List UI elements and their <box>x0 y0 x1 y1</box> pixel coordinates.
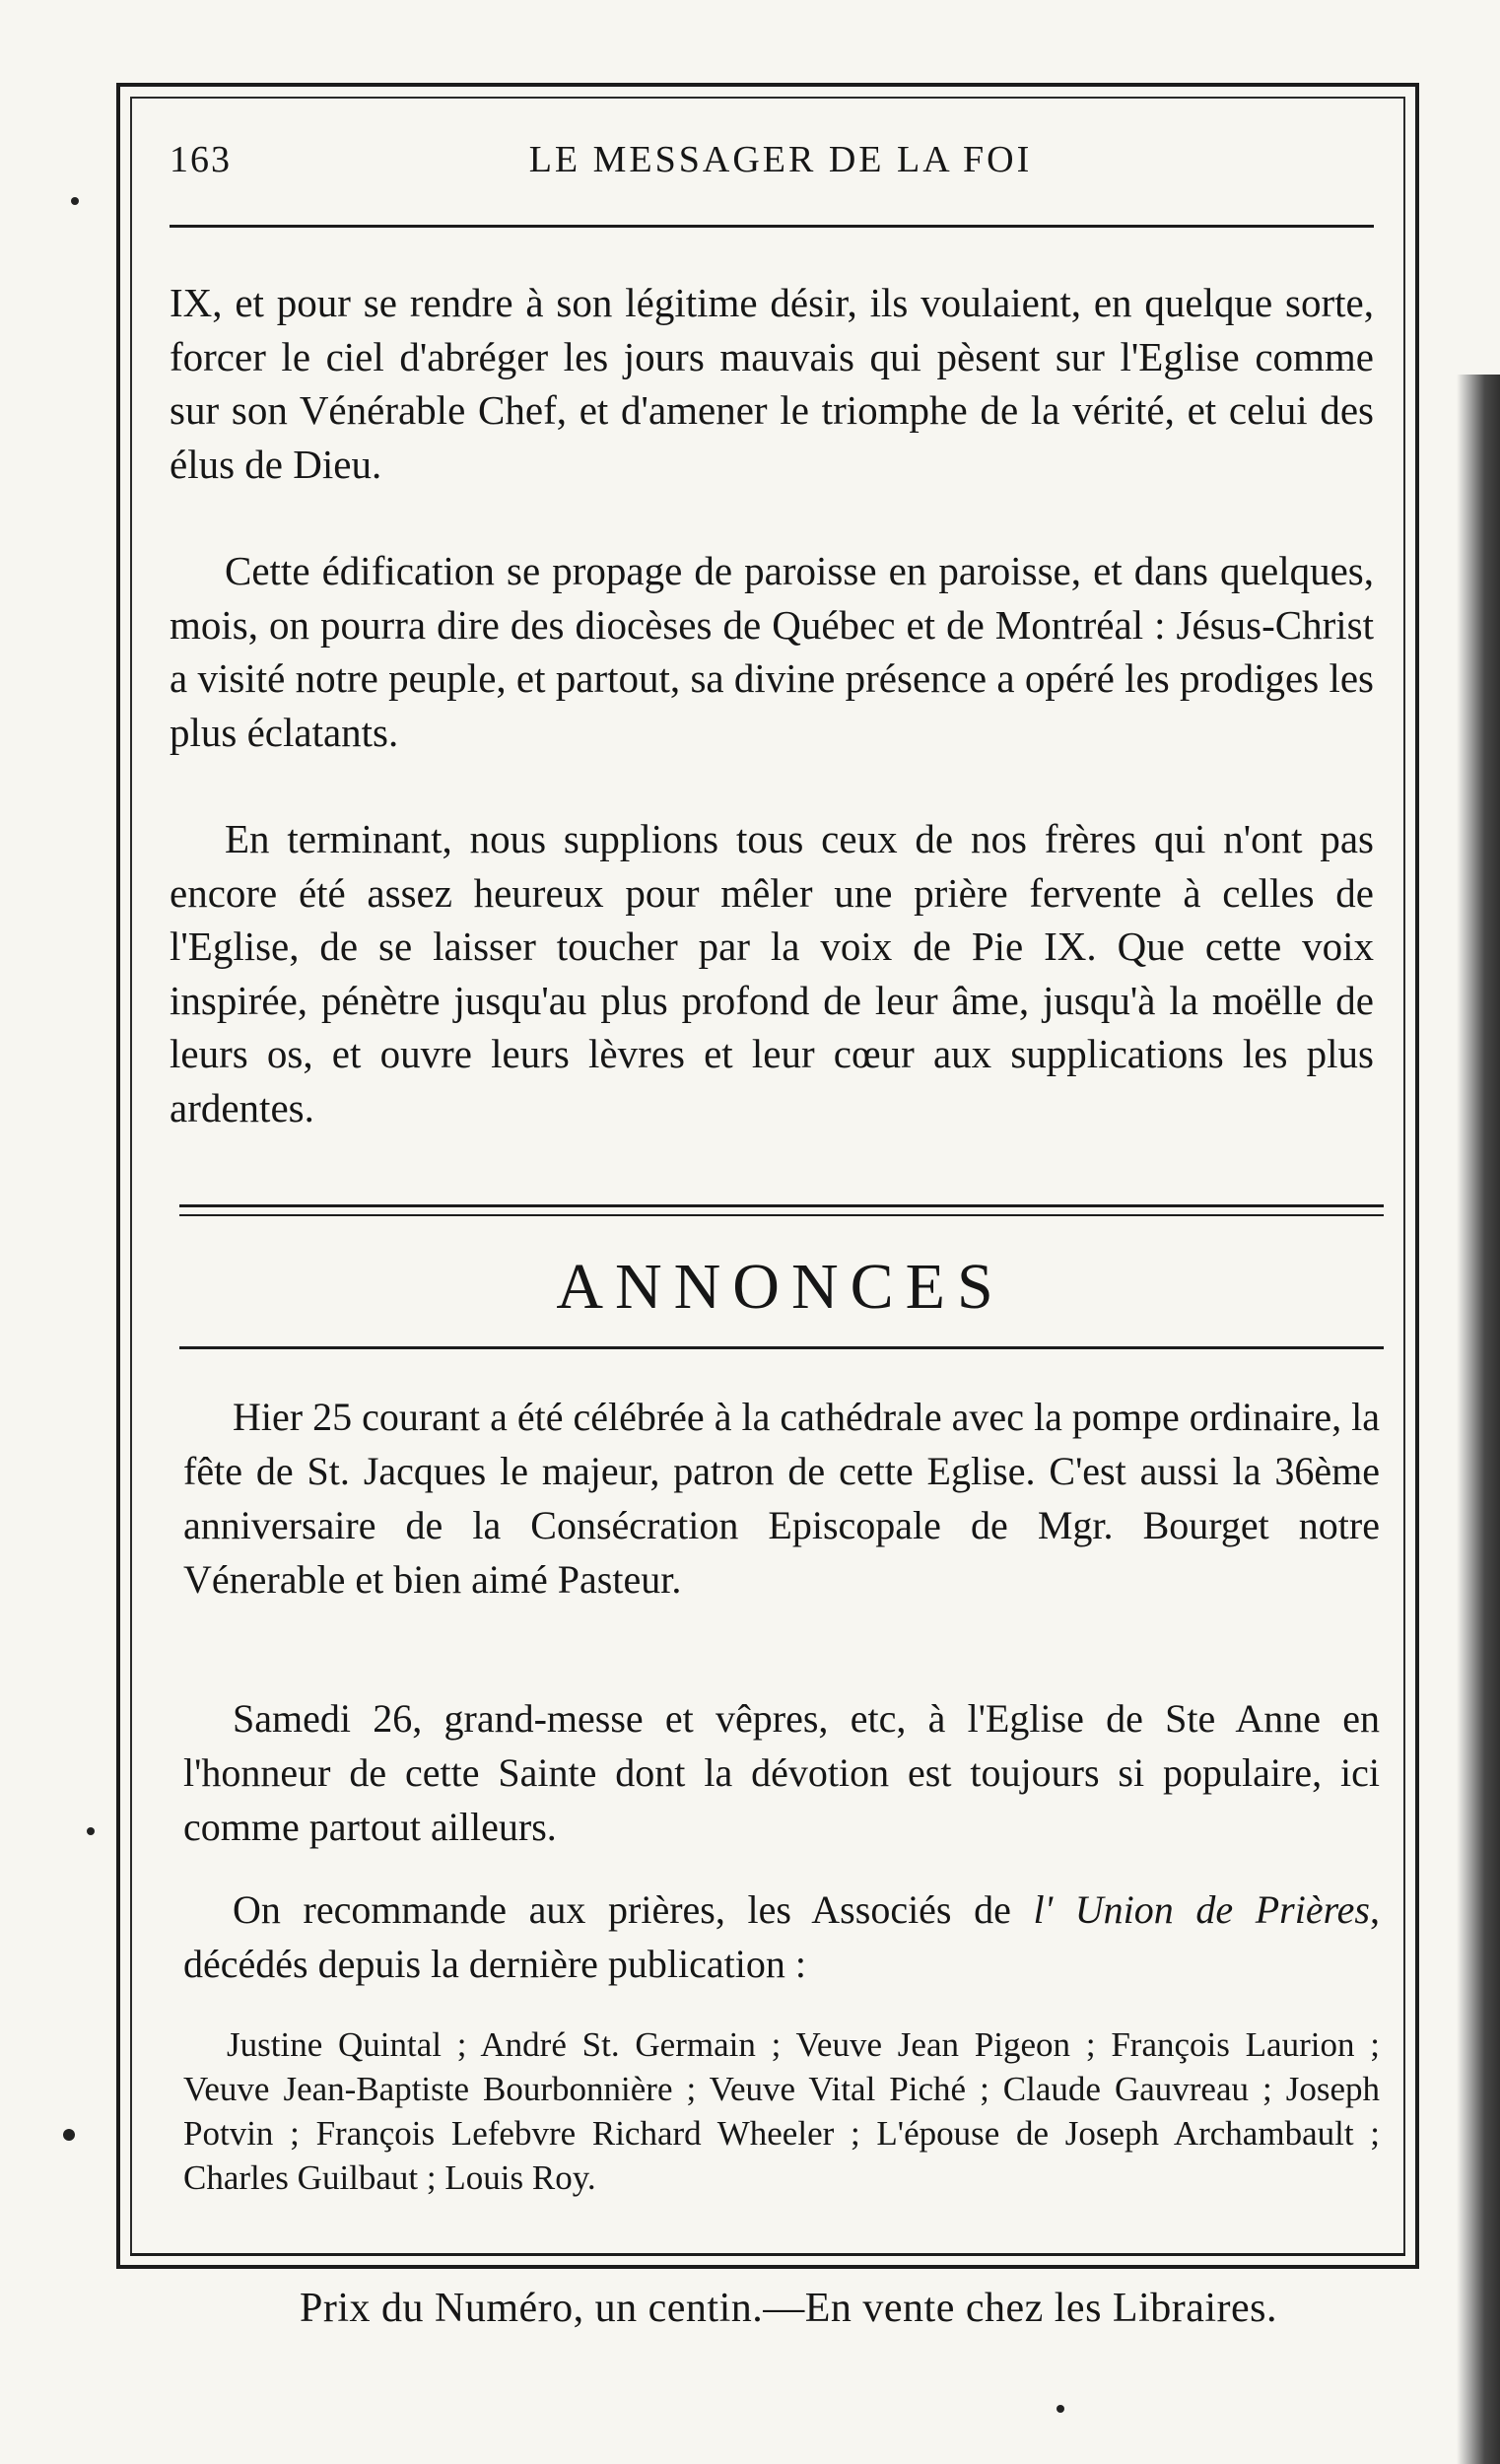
union-de-prieres: l' Union de Prières <box>1033 1887 1370 1932</box>
margin-speck <box>71 197 79 205</box>
running-header <box>170 138 1392 197</box>
prayer-intro-prefix: On recommande aux prières, les Associés de <box>233 1887 1034 1932</box>
prayer-intro-suffix: , décédés depuis la dernière publication : <box>183 1887 1380 1986</box>
margin-speck <box>1057 2405 1064 2413</box>
footer-price-line: Prix du Numéro, un centin.—En vente chez les Libraires. <box>299 2286 1278 2331</box>
scan-edge-shadow <box>1457 375 1500 2464</box>
annonce-item-2: Samedi 26, grand-messe et vêpres, etc, à l'Eglise de Ste Anne en l'honneur de cette Sainte dont la dévotion est toujours si populaire, ici comme partout ailleurs. <box>183 1696 1380 1849</box>
footer-rule <box>130 2253 1405 2256</box>
margin-speck <box>63 2129 75 2141</box>
annonce-item-1: Hier 25 courant a été célébrée à la cathédrale avec la pompe ordinaire, la fête de St. Jacques le majeur, patron de cette Eglise. C'est aussi la 36ème anniversaire de la Consécration Episcopale de Mgr. Bourget notre Vénerable et bien aimé Pasteur. <box>183 1395 1380 1602</box>
annonces-title-rule <box>179 1346 1384 1349</box>
section-rule-top <box>179 1204 1384 1207</box>
prayer-intro <box>183 1882 1380 1991</box>
header-rule <box>170 225 1374 228</box>
annonces-title: ANNONCES <box>556 1251 1005 1323</box>
deceased-names-list: Justine Quintal ; André St. Germain ; Veuve Jean Pigeon ; François Laurion ; Veuve Jean-Baptiste Bourbonnière ; Veuve Vital Piché ; Claude Gauvreau ; Joseph Potvin ; François Lefebvre Richard Wheeler ; L'épouse de Joseph Archambault ; Charles Guilbaut ; Louis Roy. <box>183 2025 1380 2197</box>
page-number: 163 <box>170 139 232 180</box>
article-paragraph-2: Cette édification se propage de paroisse en paroisse, et dans quelques, mois, on pourra dire des diocèses de Québec et de Montréal : Jésus-Christ a visité notre peuple, et partout, sa divine présence a opéré les prodiges les plus éclatants. <box>170 548 1374 755</box>
margin-speck <box>87 1827 95 1835</box>
article-paragraph-1: IX, et pour se rendre à son légitime désir, ils voulaient, en quelque sorte, forcer le ciel d'abréger les jours mauvais qui pèsent sur l'Eglise comme sur son Vénérable Chef, et d'amener le triomphe de la vérité, et celui des élus de Dieu. <box>170 280 1374 487</box>
section-rule-top-thin <box>179 1214 1384 1216</box>
running-title: LE MESSAGER DE LA FOI <box>528 139 1033 180</box>
article-paragraph-3: En terminant, nous supplions tous ceux de nos frères qui n'ont pas encore été assez heureux pour mêler une prière fervente à celles de l'Eglise, de se laisser toucher par la voix de Pie IX. Que cette voix inspirée, pénètre jusqu'au plus profond de leur âme, jusqu'à la moëlle de leurs os, et ouvre leurs lèvres et leur cœur aux supplications les plus ardentes. <box>170 816 1374 1130</box>
